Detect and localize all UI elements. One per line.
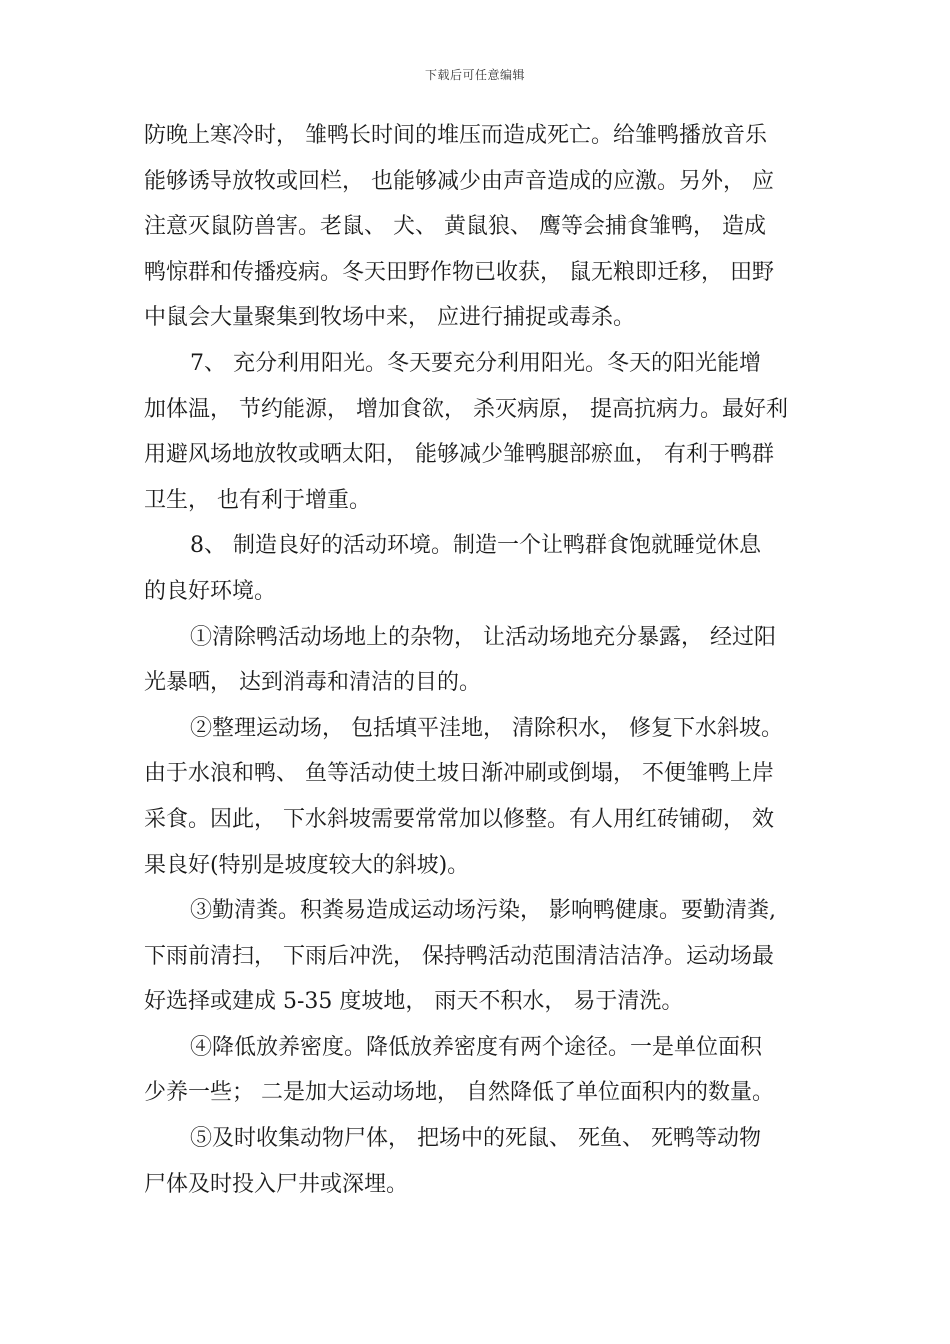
text-line: 少养一些； 二是加大运动场地， 自然降低了单位面积内的数量。 xyxy=(144,1080,774,1106)
page-header: 下载后可任意编辑 xyxy=(424,68,525,82)
text-line: 尸体及时投入尸井或深埋。 xyxy=(144,1171,409,1197)
text-line: 光暴晒， 达到消毒和清洁的目的。 xyxy=(144,670,481,696)
list-item-1: ①清除鸭活动场地上的杂物， 让活动场地充分暴露， 经过阳 xyxy=(190,624,776,650)
paragraph-heading-7: 7、 充分利用阳光。冬天要充分利用阳光。冬天的阳光能增 xyxy=(190,350,761,376)
text-line: 下雨前清扫， 下雨后冲洗， 保持鸭活动范围清洁洁净。运动场最 xyxy=(144,943,774,969)
text-line: 的良好环境。 xyxy=(144,578,277,604)
text-line: 用避风场地放牧或晒太阳， 能够减少雏鸭腿部瘀血， 有利于鸭群 xyxy=(144,442,774,468)
text-line: 采食。因此， 下水斜坡需要常常加以修整。有人用红砖铺砌， 效 xyxy=(144,806,774,832)
text-line: 注意灭鼠防兽害。老鼠、 犬、 黄鼠狼、 鹰等会捕食雏鸭， 造成 xyxy=(144,214,766,240)
text-line: 防晚上寒冷时， 雏鸭长时间的堆压而造成死亡。给雏鸭播放音乐 xyxy=(144,123,767,148)
list-item-4: ④降低放养密度。降低放养密度有两个途径。一是单位面积 xyxy=(190,1034,763,1060)
document-body xyxy=(144,113,806,1207)
list-item-2: ②整理运动场， 包括填平洼地， 清除积水， 修复下水斜坡。 xyxy=(190,715,783,741)
text-line: 能够诱导放牧或回栏， 也能够减少由声音造成的应激。另外， 应 xyxy=(144,168,774,194)
text-line: 好选择或建成 5-35 度坡地， 雨天不积水， 易于清洗。 xyxy=(144,989,684,1015)
text-line: 鸭惊群和传播疫病。冬天田野作物已收获， 鼠无粮即迁移， 田野 xyxy=(144,259,774,285)
text-line: 卫生， 也有利于增重。 xyxy=(144,487,371,513)
list-item-5: ⑤及时收集动物尸体， 把场中的死鼠、 死鱼、 死鸭等动物 xyxy=(190,1126,761,1152)
list-item-3: ③勤清粪。积粪易造成运动场污染， 影响鸭健康。要勤清粪, xyxy=(190,898,776,924)
text-line: 中鼠会大量聚集到牧场中来， 应进行捕捉或毒杀。 xyxy=(144,305,635,331)
text-line: 加体温， 节约能源， 增加食欲， 杀灭病原， 提高抗病力。最好利 xyxy=(144,396,788,422)
text-line: 果良好(特别是坡度较大的斜坡)。 xyxy=(144,852,470,878)
paragraph-heading-8: 8、 制造良好的活动环境。制造一个让鸭群食饱就睡觉休息 xyxy=(190,533,761,559)
text-line: 由于水浪和鸭、 鱼等活动使土坡日渐冲刷或倒塌， 不便雏鸭上岸 xyxy=(144,761,774,787)
